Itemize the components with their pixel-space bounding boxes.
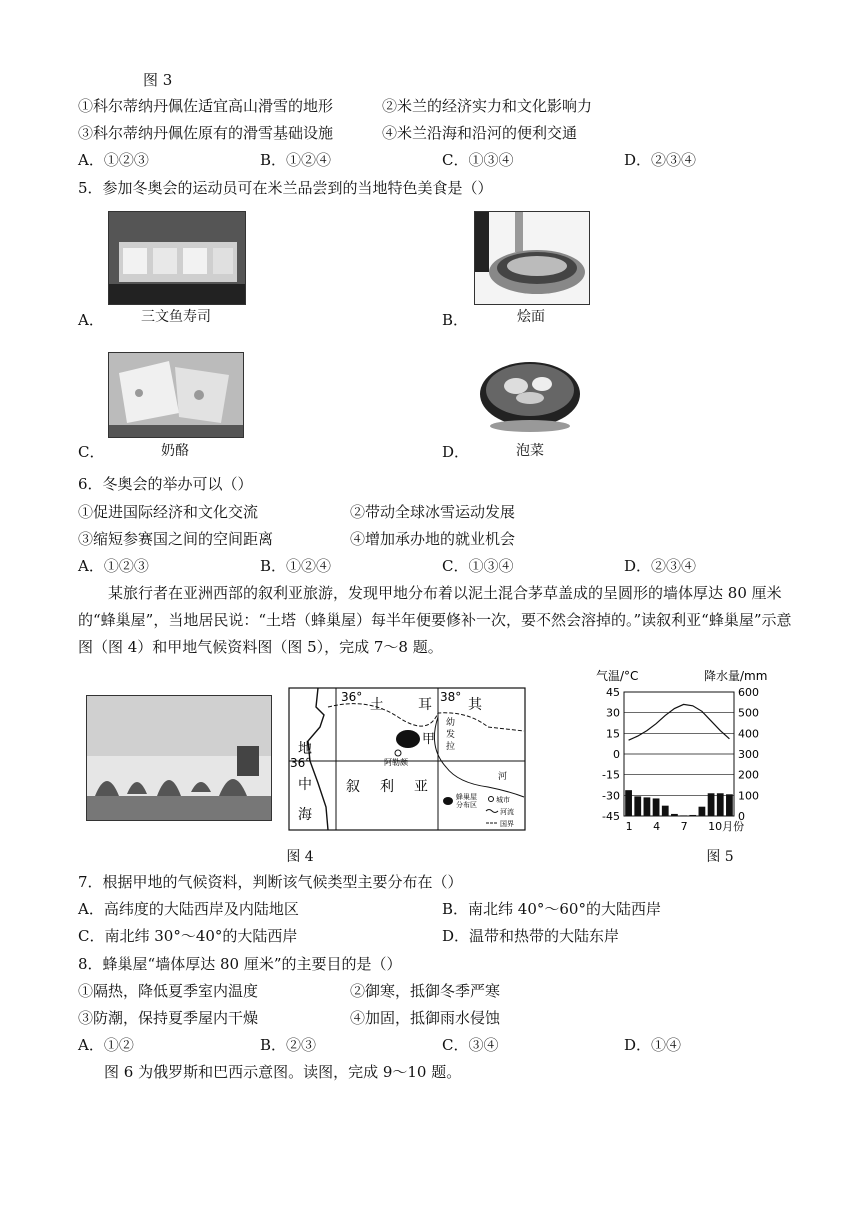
noodle-photo	[474, 211, 590, 305]
label-lat-36-top: 36°	[341, 690, 363, 704]
q8-choice-d: D．①④	[624, 1036, 682, 1054]
temperature-line	[629, 704, 730, 740]
label-aleppo: 阿勒颇	[384, 758, 408, 767]
q5-stem: 5．参加冬奥会的运动员可在米兰品尝到的当地特色美食是（）	[78, 179, 493, 197]
fig3-caption: 图 3	[143, 71, 173, 89]
temp-tick-label: 0	[613, 748, 620, 761]
legend-house-label: 蜂巢屋分布区	[456, 793, 477, 809]
q6-choice-d: D．②③④	[624, 557, 697, 575]
q5-caption-b: 烩面	[517, 309, 545, 325]
precip-bar	[644, 797, 651, 816]
month-tick-label: 7	[680, 820, 688, 833]
q9-intro: 图 6 为俄罗斯和巴西示意图。读图，完成 9～10 题。	[104, 1063, 462, 1081]
q6-option-1: ①促进国际经济和文化交流	[78, 503, 259, 521]
label-jia: 甲	[422, 732, 436, 747]
label-river-4: 河	[498, 772, 508, 782]
q6-option-3: ③缩短参赛国之间的空间距离	[78, 530, 274, 548]
q4-choice-d: D．②③④	[624, 151, 697, 169]
q6-choice-b: B．①②④	[260, 557, 332, 575]
precip-bar	[726, 794, 733, 816]
precip-bar	[662, 806, 669, 816]
q4-choice-c: C．①③④	[442, 151, 514, 169]
climate-chart	[592, 668, 772, 840]
q8-choice-b: B．②③	[260, 1036, 317, 1054]
label-lat-36-left: 36°	[290, 756, 312, 770]
temp-tick-label: 30	[606, 706, 620, 720]
label-zhong: 中	[298, 777, 312, 793]
q8-option-2: ②御寒，抵御冬季严寒	[350, 982, 501, 1000]
q7-choice-b: B．南北纬 40°～60°的大陆西岸	[442, 900, 661, 918]
label-river-1: 幼	[446, 718, 456, 728]
temp-tick-label: 15	[606, 727, 620, 741]
q8-choice-c: C．③④	[442, 1036, 499, 1054]
aleppo-city-icon	[395, 750, 401, 756]
precip-tick-label: 100	[738, 789, 759, 803]
precip-tick-label: 600	[738, 686, 759, 699]
q4-option-1: ①科尔蒂纳丹佩佐适宜高山滑雪的地形	[78, 97, 334, 115]
label-river-3: 拉	[446, 742, 456, 752]
legend-border-label: 国界	[500, 820, 514, 828]
legend-house-icon	[443, 797, 453, 805]
q8-option-1: ①隔热，降低夏季室内温度	[78, 982, 259, 1000]
q6-stem: 6．冬奥会的举办可以（）	[78, 475, 253, 493]
precip-bar	[671, 814, 678, 816]
syria-map	[288, 687, 526, 831]
q5-label-b: B．	[442, 311, 469, 329]
temp-tick-label: -30	[602, 789, 620, 803]
label-qi: 其	[468, 697, 482, 713]
label-er: 耳	[418, 697, 432, 713]
q4-choice-b: B．①②④	[260, 151, 332, 169]
precip-tick-label: 300	[738, 748, 759, 761]
fig4-caption: 图 4	[286, 849, 314, 865]
precip-bar	[634, 796, 641, 816]
precip-tick-label: 200	[738, 768, 759, 782]
q8-choice-a: A．①②	[78, 1036, 134, 1054]
fig5-caption: 图 5	[706, 849, 734, 865]
legend-river-label: 河流	[500, 808, 514, 816]
precip-bar	[699, 807, 706, 816]
q5-caption-a: 三文鱼寿司	[141, 309, 211, 325]
passage-text: 某旅行者在亚洲西部的叙利亚旅游，发现甲地分布着以泥土混合茅草盖成的呈圆形的墙体厚达 80 厘米的“蜂巢屋”，当地居民说：“土塔（蜂巢屋）每半年便要修补一次，要不然会溶掉的。”读叙利亚“蜂巢屋”示意图（图 4）和甲地气候资料图（图 5），完成 7～8 题。	[78, 584, 792, 656]
label-xu: 叙	[346, 779, 360, 795]
temp-tick-label: -45	[602, 810, 620, 823]
kimchi-photo	[476, 348, 584, 434]
temp-tick-label: 45	[606, 686, 620, 699]
label-lat-38: 38°	[440, 690, 462, 704]
q5-label-a: A．	[78, 311, 104, 329]
q6-option-2: ②带动全球冰雪运动发展	[350, 503, 516, 521]
label-di: 地	[298, 741, 312, 757]
precip-bar	[717, 793, 724, 816]
q7-choice-d: D．温带和热带的大陆东岸	[442, 927, 620, 945]
label-ya: 亚	[414, 779, 428, 795]
temp-tick-label: -15	[602, 768, 620, 782]
q5-label-d: D．	[442, 443, 470, 461]
precip-bar	[680, 815, 687, 816]
label-river-2: 发	[446, 730, 456, 740]
q6-choice-a: A．①②③	[78, 557, 149, 575]
q5-caption-c: 奶酪	[161, 443, 189, 459]
month-tick-label: 4	[653, 820, 661, 833]
q7-stem: 7．根据甲地的气候资料，判断该气候类型主要分布在（）	[78, 873, 463, 891]
q6-choice-c: C．①③④	[442, 557, 514, 575]
q5-label-c: C．	[78, 443, 105, 461]
cheese-photo	[108, 352, 244, 438]
q7-choice-a: A．高纬度的大陆西岸及内陆地区	[78, 900, 299, 918]
label-tu: 土	[370, 697, 384, 713]
temp-axis-label: 气温/°C	[596, 669, 639, 683]
legend-city-icon	[489, 797, 494, 802]
q8-option-3: ③防潮，保持夏季屋内干燥	[78, 1009, 259, 1027]
q4-option-3: ③科尔蒂纳丹佩佐原有的滑雪基础设施	[78, 124, 334, 142]
beehive-house-photo	[86, 695, 272, 821]
q7-choice-c: C．南北纬 30°～40°的大陆西岸	[78, 927, 298, 945]
precip-tick-label: 500	[738, 706, 759, 720]
precip-bar	[689, 815, 696, 816]
sushi-photo	[108, 211, 246, 305]
precip-tick-label: 0	[738, 810, 745, 823]
q4-option-4: ④米兰沿海和沿河的便利交通	[382, 124, 578, 142]
beehive-area	[396, 730, 420, 748]
month-tick-label: 10月份	[708, 820, 745, 833]
q8-stem: 8．蜂巢屋“墙体厚达 80 厘米”的主要目的是（）	[78, 955, 402, 973]
precip-bar	[708, 793, 715, 816]
q4-choice-a: A．①②③	[78, 151, 149, 169]
q5-caption-d: 泡菜	[516, 443, 544, 459]
label-li: 利	[380, 779, 394, 795]
precip-tick-label: 400	[738, 727, 759, 741]
precip-axis-label: 降水量/mm	[704, 669, 768, 683]
q8-option-4: ④加固，抵御雨水侵蚀	[350, 1009, 501, 1027]
precip-bar	[653, 798, 660, 816]
label-hai: 海	[298, 807, 312, 823]
legend-city-label: 城市	[496, 796, 510, 804]
q4-option-2: ②米兰的经济实力和文化影响力	[382, 97, 593, 115]
month-tick-label: 1	[625, 820, 633, 833]
q6-option-4: ④增加承办地的就业机会	[350, 530, 516, 548]
precip-bar	[625, 790, 632, 816]
